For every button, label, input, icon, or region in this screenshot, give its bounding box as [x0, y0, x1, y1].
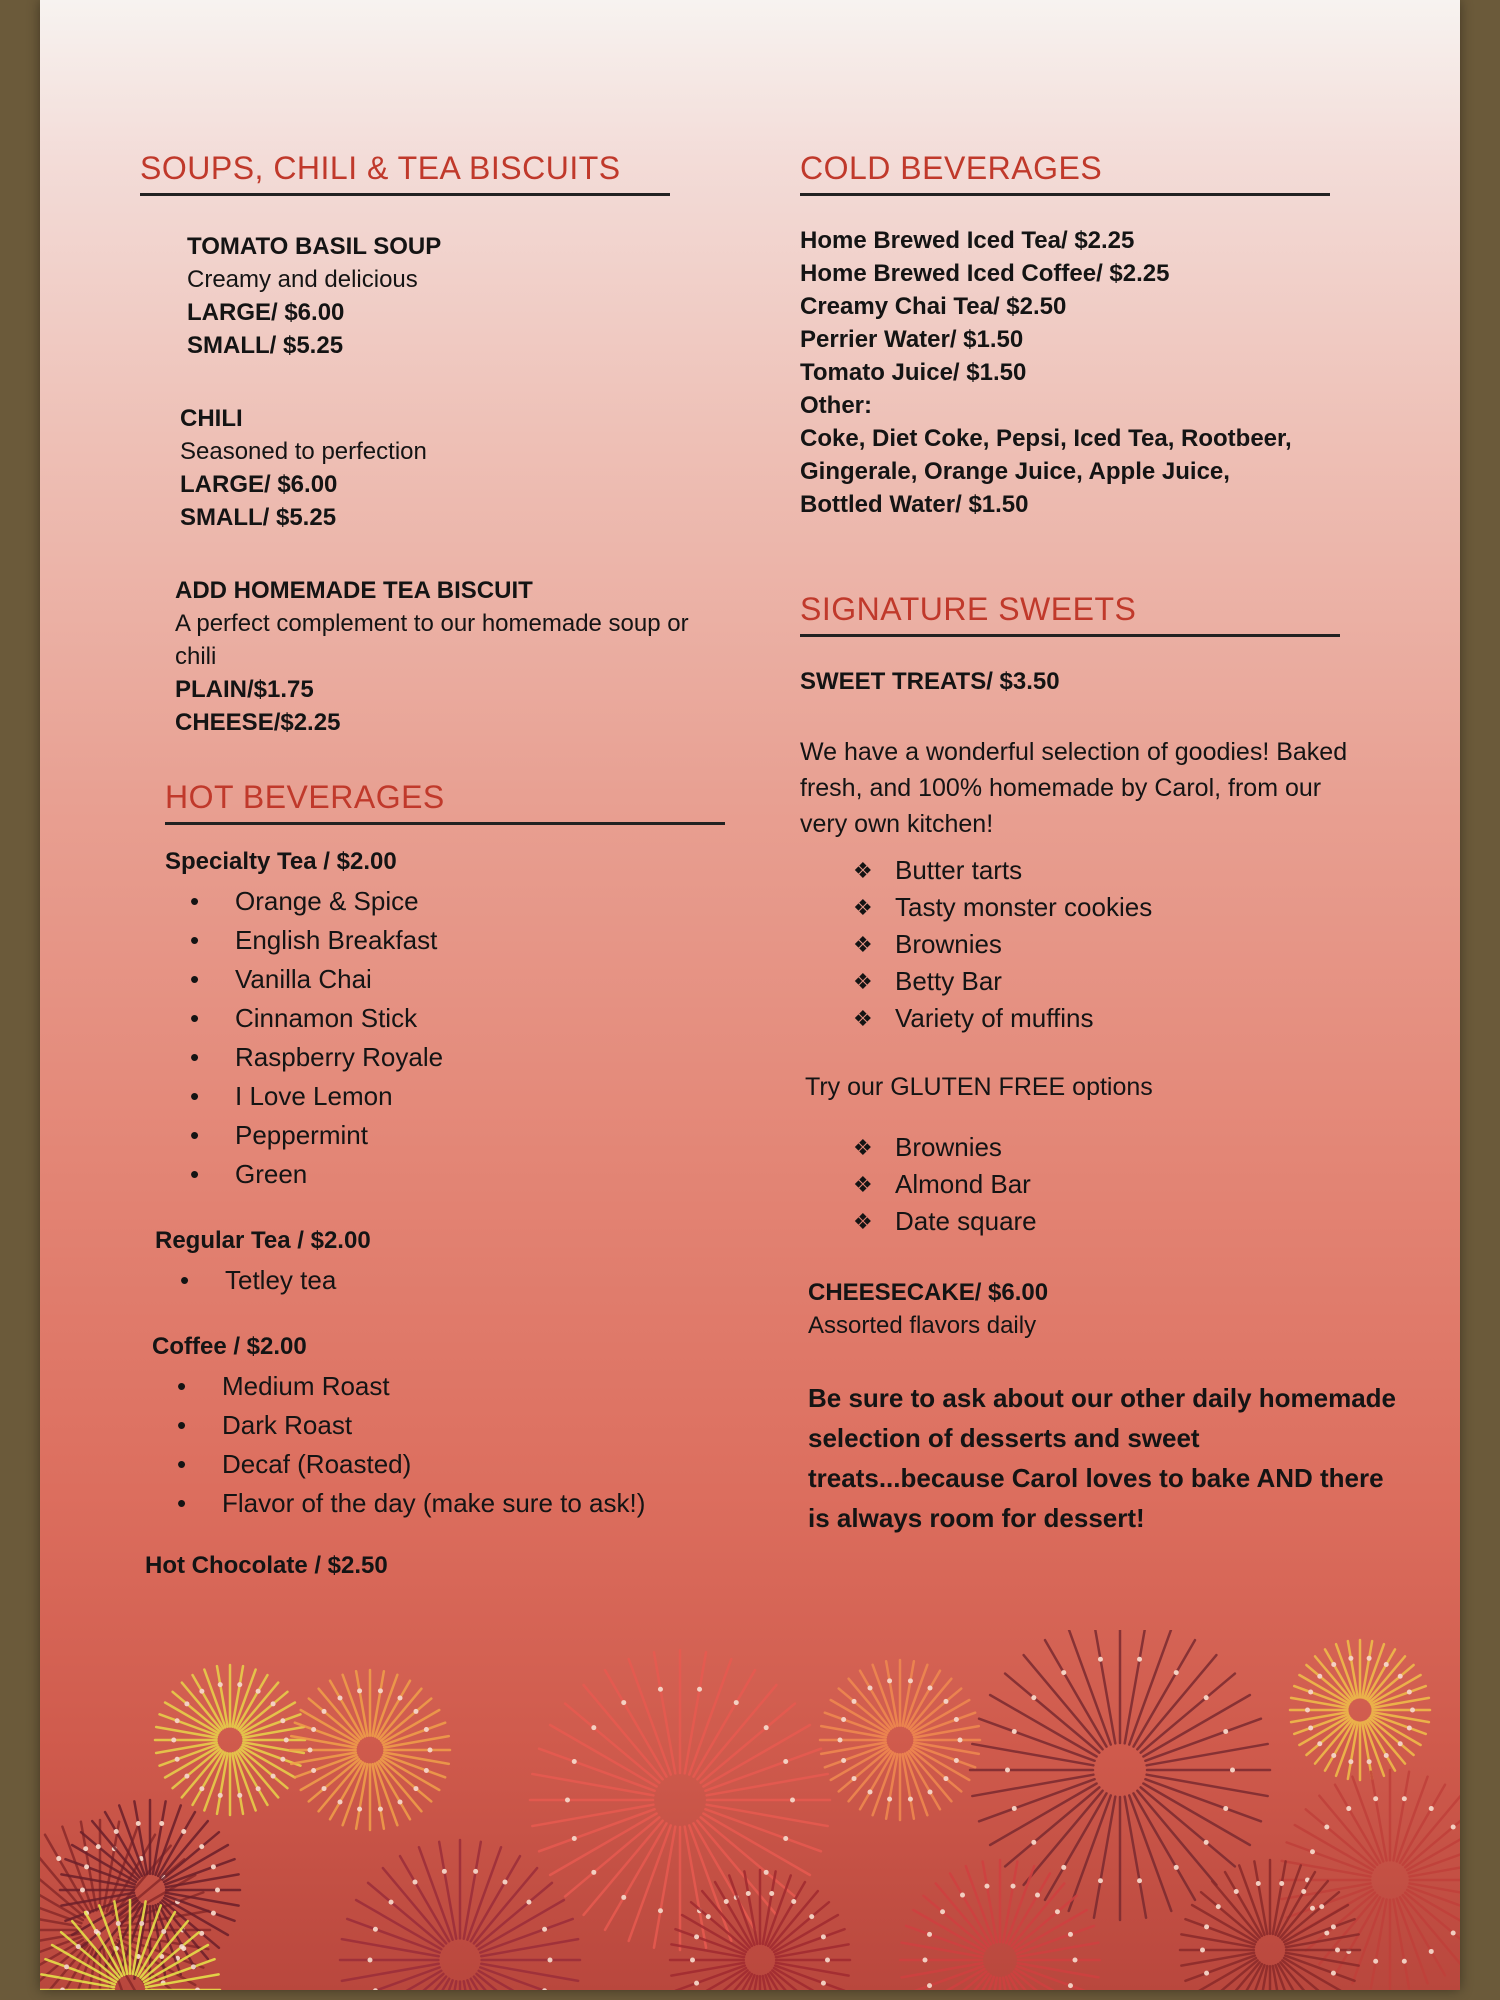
group-title: Regular Tea / $2.00 [155, 1227, 371, 1254]
firework-burst [670, 1870, 850, 1990]
item-name: TOMATO BASIL SOUP [187, 233, 442, 260]
list-item: • Green [235, 1155, 780, 1194]
list-item: • Cinnamon Stick [235, 999, 780, 1038]
beverage-line: Other: [800, 392, 872, 419]
coffee-group [140, 1330, 780, 1523]
regular-tea-list [155, 1261, 780, 1300]
specialty-tea-group [140, 845, 780, 1194]
cheesecake-price: CHEESECAKE/ $6.00 [808, 1279, 1049, 1306]
chili-item [140, 402, 780, 534]
list-item: • Vanilla Chai [235, 960, 780, 999]
list-item: ❖ Variety of muffins [895, 1000, 1440, 1037]
item-name: CHILI [180, 405, 243, 432]
tomato-soup-item [140, 230, 780, 362]
cold-beverages-heading: COLD BEVERAGES [800, 150, 1330, 196]
item-price-large: LARGE/ $6.00 [180, 471, 338, 498]
group-title: Specialty Tea / $2.00 [165, 848, 397, 875]
list-item: • Medium Roast [222, 1367, 780, 1406]
list-item: • Tetley tea [225, 1261, 780, 1300]
fireworks-decoration [40, 1630, 1460, 1990]
firework-burst [530, 1650, 830, 1950]
gluten-free-list [800, 1129, 1440, 1240]
cheesecake-description: Assorted flavors daily [808, 1312, 1037, 1339]
signature-sweets-heading: SIGNATURE SWEETS [800, 591, 1340, 637]
right-column [800, 150, 1440, 1538]
beverage-line: Gingerale, Orange Juice, Apple Juice, [800, 458, 1230, 485]
closing-note: Be sure to ask about our other daily homemade selection of desserts and sweet treats...because Carol loves to bake AND there is always room for dessert! [808, 1383, 1397, 1533]
sweet-treats-price: SWEET TREATS/ $3.50 [800, 668, 1060, 695]
item-price-plain: PLAIN/$1.75 [175, 676, 314, 703]
firework-burst [1290, 1640, 1430, 1780]
gluten-free-intro: Try our GLUTEN FREE options [805, 1073, 1153, 1101]
firework-burst [900, 1860, 1100, 1990]
sweets-intro: We have a wonderful selection of goodies! Baked fresh, and 100% homemade by Carol, from our very own kitchen! [800, 738, 1348, 838]
list-item: • Flavor of the day (make sure to ask!) [222, 1484, 780, 1523]
tea-biscuit-item [140, 574, 695, 739]
hot-beverages-heading: HOT BEVERAGES [165, 779, 725, 825]
hot-chocolate-item: Hot Chocolate / $2.50 [145, 1552, 388, 1579]
firework-burst [820, 1660, 980, 1820]
list-item: • Orange & Spice [235, 882, 780, 921]
coffee-list [152, 1367, 780, 1523]
list-item: • Peppermint [235, 1116, 780, 1155]
list-item: ❖ Butter tarts [895, 852, 1440, 889]
specialty-tea-list [165, 882, 780, 1194]
list-item: ❖ Betty Bar [895, 963, 1440, 1000]
beverage-line: Tomato Juice/ $1.50 [800, 359, 1027, 386]
list-item: ❖ Date square [895, 1203, 1440, 1240]
left-column [140, 150, 780, 1582]
item-description: A perfect complement to our homemade soup or chili [175, 610, 689, 670]
list-item: ❖ Brownies [895, 926, 1440, 963]
beverage-line: Home Brewed Iced Tea/ $2.25 [800, 227, 1135, 254]
firework-burst [155, 1665, 305, 1815]
item-price-large: LARGE/ $6.00 [187, 299, 345, 326]
item-price-small: SMALL/ $5.25 [180, 504, 337, 531]
item-description: Creamy and delicious [187, 266, 418, 293]
menu-page [40, 0, 1460, 1990]
sweets-list [800, 852, 1440, 1037]
list-item: ❖ Almond Bar [895, 1166, 1440, 1203]
firework-burst [340, 1840, 580, 1990]
list-item: • I Love Lemon [235, 1077, 780, 1116]
item-price-small: SMALL/ $5.25 [187, 332, 344, 359]
item-description: Seasoned to perfection [180, 438, 427, 465]
list-item: ❖ Tasty monster cookies [895, 889, 1440, 926]
firework-burst [290, 1670, 450, 1830]
beverage-line: Coke, Diet Coke, Pepsi, Iced Tea, Rootbeer, [800, 425, 1292, 452]
beverage-line: Creamy Chai Tea/ $2.50 [800, 293, 1067, 320]
soups-heading: SOUPS, CHILI & TEA BISCUITS [140, 150, 670, 196]
list-item: • Decaf (Roasted) [222, 1445, 780, 1484]
beverage-line: Perrier Water/ $1.50 [800, 326, 1024, 353]
cold-beverages-list [800, 224, 1440, 521]
regular-tea-group [140, 1224, 780, 1300]
beverage-line: Home Brewed Iced Coffee/ $2.25 [800, 260, 1170, 287]
group-title: Coffee / $2.00 [152, 1333, 307, 1360]
list-item: ❖ Brownies [895, 1129, 1440, 1166]
item-name: ADD HOMEMADE TEA BISCUIT [175, 577, 533, 604]
item-price-cheese: CHEESE/$2.25 [175, 709, 341, 736]
list-item: • Dark Roast [222, 1406, 780, 1445]
list-item: • English Breakfast [235, 921, 780, 960]
list-item: • Raspberry Royale [235, 1038, 780, 1077]
beverage-line: Bottled Water/ $1.50 [800, 491, 1029, 518]
